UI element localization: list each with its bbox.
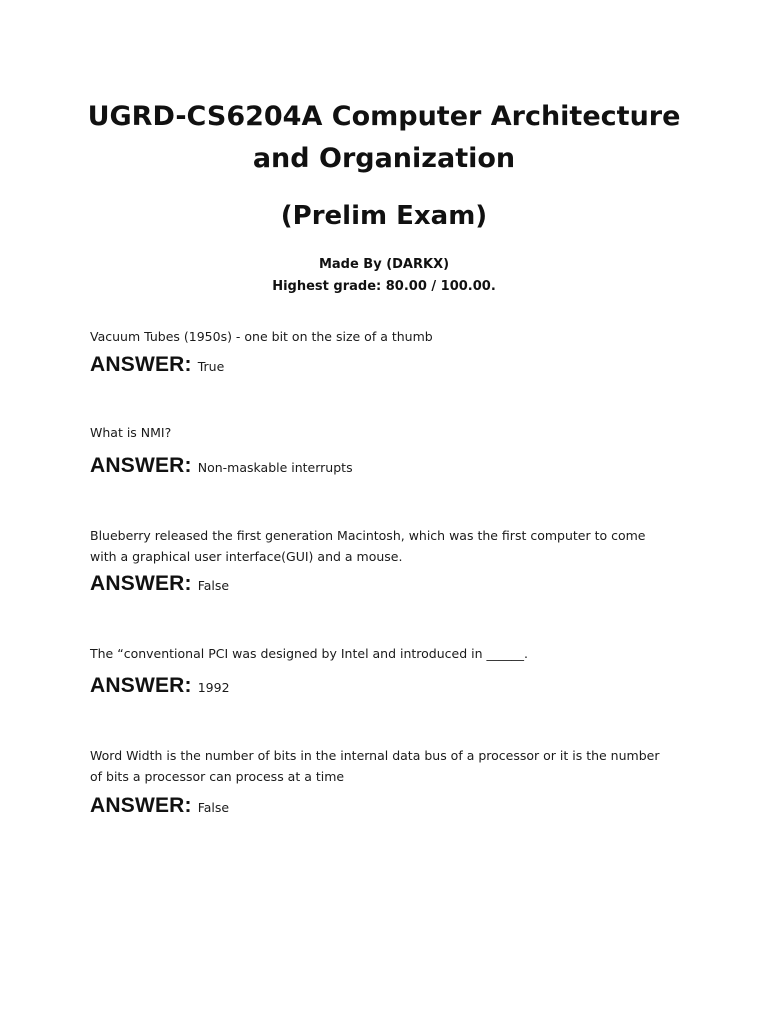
answer-2-value: Non-maskable interrupts: [197, 460, 353, 475]
answer-1: [90, 353, 690, 377]
question-1: [90, 327, 690, 348]
answer-label: ANSWER:: [90, 572, 192, 595]
answer-label: ANSWER:: [90, 454, 192, 477]
question-5-line-1: Word Width is the number of bits in the internal data bus of a processor or it is the number: [90, 748, 660, 763]
question-4-line-1: The “conventional PCI was designed by Intel and introduced in ______.: [90, 646, 528, 661]
question-2: [90, 423, 690, 444]
highest-grade: Highest grade: 80.00 / 100.00.: [272, 279, 496, 294]
document-title: [0, 96, 768, 180]
document-meta: [0, 254, 768, 298]
question-3: [90, 526, 690, 567]
answer-5-value: False: [197, 800, 230, 815]
answer-5: [90, 794, 690, 818]
title-line-2: and Organization: [252, 143, 516, 174]
question-2-line-1: What is NMI?: [90, 425, 172, 440]
answer-label: ANSWER:: [90, 353, 192, 376]
answer-4-value: 1992: [197, 680, 230, 695]
question-3-line-2: with a graphical user interface(GUI) and a mouse.: [90, 548, 403, 564]
question-1-line-1: Vacuum Tubes (1950s) - one bit on the size of a thumb: [90, 329, 433, 344]
answer-1-value: True: [197, 359, 225, 374]
answer-3: [90, 572, 690, 596]
exam-subtitle: (Prelim Exam): [280, 201, 488, 231]
answer-label: ANSWER:: [90, 674, 192, 697]
answer-label: ANSWER:: [90, 794, 192, 817]
title-line-1: UGRD-CS6204A Computer Architecture: [87, 101, 681, 132]
answer-2: [90, 454, 690, 478]
answer-4: [90, 674, 690, 698]
question-4: [90, 644, 690, 665]
question-5-line-2: of bits a processor can process at a time: [90, 768, 345, 784]
answer-3-value: False: [197, 578, 230, 593]
made-by: Made By (DARKX): [318, 257, 450, 272]
question-5: [90, 746, 690, 787]
question-3-line-1: Blueberry released the first generation Macintosh, which was the first computer to come: [90, 528, 646, 543]
